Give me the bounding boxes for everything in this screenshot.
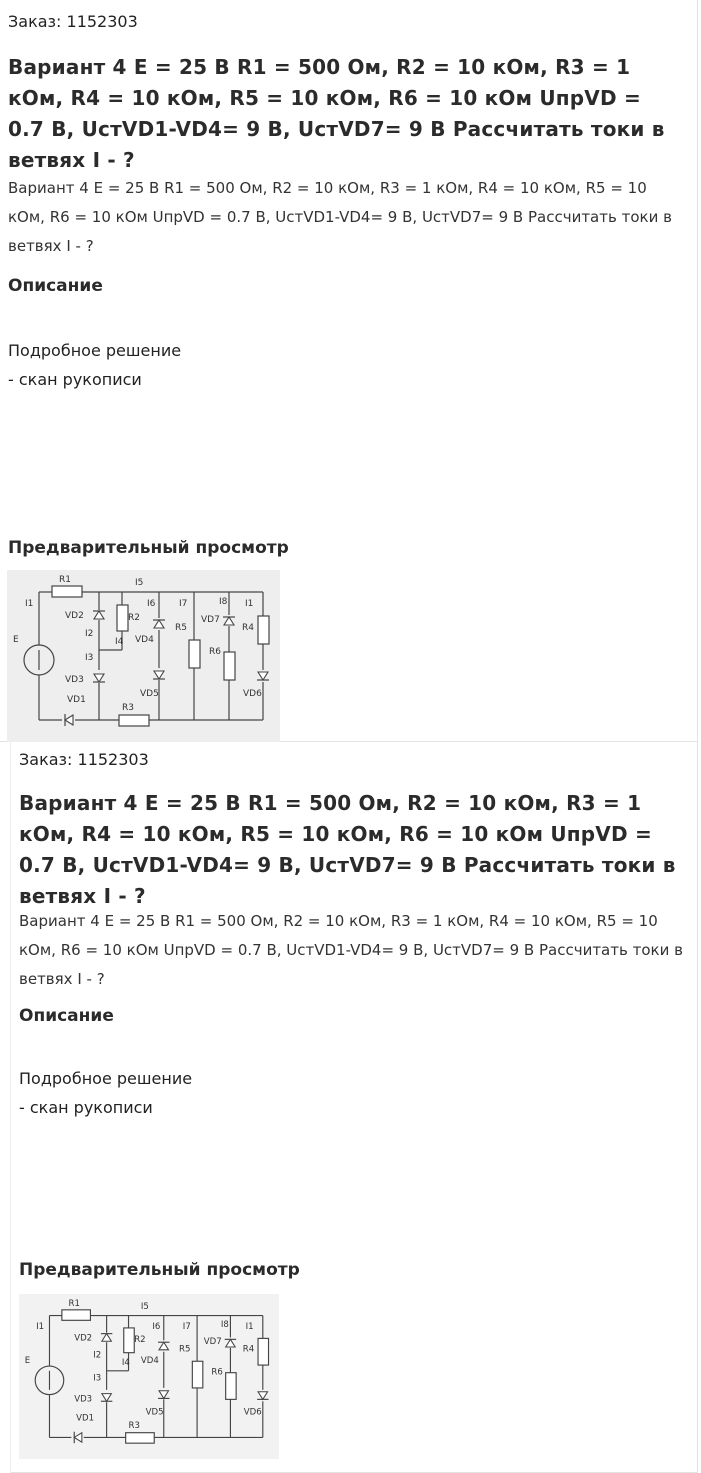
circuit-label: VD6 <box>243 689 262 699</box>
resistor <box>119 715 149 726</box>
circuit-label: VD1 <box>67 695 86 705</box>
order-summary: Вариант 4 E = 25 В R1 = 500 Ом, R2 = 10 кОм, R3 = 1 кОм, R4 = 10 кОм, R5 = 10 кОм, R6 = 10 кОм UпрVD = 0.7 В, UстVD1-VD4= 9 В, UстVD7= 9 В Рассчитать токи в ветвях I - ? <box>8 179 672 255</box>
circuit-label: I5 <box>140 1301 149 1312</box>
circuit-label: I2 <box>93 1350 102 1361</box>
circuit-label: VD7 <box>203 1337 222 1348</box>
circuit-label: VD4 <box>135 635 154 645</box>
circuit-label: R3 <box>128 1420 140 1431</box>
diode <box>159 1391 169 1399</box>
resistor <box>62 1310 91 1320</box>
circuit-label: VD5 <box>145 1407 164 1418</box>
order-number: Заказ: 1152303 <box>8 12 138 31</box>
circuit-label: R4 <box>242 623 254 633</box>
circuit-label: R3 <box>122 703 134 713</box>
diode <box>94 611 104 619</box>
resistor <box>189 640 200 668</box>
description-body <box>19 1064 192 1122</box>
diode <box>102 1334 112 1342</box>
circuit-label: R2 <box>134 1335 146 1346</box>
preview-image[interactable] <box>7 570 280 742</box>
circuit-label: R2 <box>128 613 140 623</box>
circuit-label: I1 <box>245 1321 254 1332</box>
circuit-label: VD2 <box>65 611 84 621</box>
circuit-diagram <box>7 570 280 742</box>
circuit-label: I8 <box>220 1319 229 1330</box>
order-summary: Вариант 4 E = 25 В R1 = 500 Ом, R2 = 10 кОм, R3 = 1 кОм, R4 = 10 кОм, R5 = 10 кОм, R6 = 10 кОм UпрVD = 0.7 В, UстVD1-VD4= 9 В, UстVD7= 9 В Рассчитать токи в ветвях I - ? <box>19 912 683 988</box>
circuit-label: VD2 <box>74 1333 93 1344</box>
resistor <box>224 652 235 680</box>
diode <box>154 671 164 679</box>
preview-heading: Предварительный просмотр <box>19 1260 300 1280</box>
description-heading: Описание <box>19 1006 114 1026</box>
description-body <box>8 336 181 394</box>
circuit-label: VD7 <box>201 615 220 625</box>
resistor <box>117 605 128 631</box>
circuit-label: VD1 <box>76 1413 95 1424</box>
circuit-label: I1 <box>36 1321 45 1332</box>
circuit-label: VD3 <box>65 675 84 685</box>
circuit-label: R6 <box>209 647 221 657</box>
resistor <box>258 616 269 644</box>
circuit-label: R5 <box>175 623 187 633</box>
circuit-label: I6 <box>147 599 156 609</box>
order-number: Заказ: 1152303 <box>19 750 149 769</box>
circuit-label: VD6 <box>243 1407 262 1418</box>
circuit-label: I7 <box>182 1321 191 1332</box>
circuit-label: I8 <box>219 597 228 607</box>
description-line: - скан рукописи <box>19 1098 153 1117</box>
circuit-label: I3 <box>85 653 94 663</box>
circuit-diagram <box>19 1294 279 1459</box>
diode <box>258 672 268 680</box>
circuit-label: R6 <box>211 1367 223 1378</box>
circuit-label: E <box>13 635 19 645</box>
diode <box>102 1394 112 1402</box>
preview-image[interactable] <box>19 1294 279 1459</box>
circuit-label: I3 <box>93 1373 102 1384</box>
circuit-label: I1 <box>25 599 34 609</box>
description-line: Подробное решение <box>8 341 182 360</box>
circuit-label: VD5 <box>140 689 159 699</box>
resistor <box>124 1328 134 1353</box>
circuit-label: R1 <box>68 1299 80 1310</box>
circuit-label: I5 <box>135 578 144 588</box>
resistor <box>258 1338 268 1365</box>
circuit-label: VD4 <box>140 1356 159 1367</box>
circuit-label: I1 <box>245 599 254 609</box>
order-title: Вариант 4 E = 25 В R1 = 500 Ом, R2 = 10 кОм, R3 = 1 кОм, R4 = 10 кОм, R5 = 10 кОм, R6 = 10 кОм UпрVD = 0.7 В, UстVD1-VD4= 9 В, UстVD7= 9 В Рассчитать токи в ветвях I - ? <box>8 55 665 172</box>
diode <box>94 674 104 682</box>
circuit-label: E <box>24 1356 31 1367</box>
circuit-label: R5 <box>179 1344 191 1355</box>
description-line: Подробное решение <box>19 1069 193 1088</box>
diode <box>159 1342 169 1350</box>
circuit-label: R4 <box>242 1344 255 1355</box>
resistor <box>126 1433 155 1443</box>
circuit-label: I4 <box>115 637 124 647</box>
diode <box>258 1392 268 1400</box>
resistor <box>192 1361 202 1388</box>
circuit-label: R1 <box>59 575 71 585</box>
resistor <box>226 1373 236 1400</box>
circuit-label: VD3 <box>74 1394 93 1405</box>
diode <box>154 620 164 628</box>
circuit-label: I2 <box>85 629 94 639</box>
description-heading: Описание <box>8 276 103 296</box>
diode <box>74 1433 82 1443</box>
diode <box>226 1339 236 1347</box>
circuit-label: I7 <box>179 599 188 609</box>
preview-heading: Предварительный просмотр <box>8 538 289 558</box>
order-card <box>10 742 698 1473</box>
circuit-label: I6 <box>152 1321 161 1332</box>
description-line: - скан рукописи <box>8 370 142 389</box>
diode <box>224 617 234 625</box>
resistor <box>52 586 82 597</box>
order-title: Вариант 4 E = 25 В R1 = 500 Ом, R2 = 10 кОм, R3 = 1 кОм, R4 = 10 кОм, R5 = 10 кОм, R6 = 10 кОм UпрVD = 0.7 В, UстVD1-VD4= 9 В, UстVD7= 9 В Рассчитать токи в ветвях I - ? <box>19 791 676 908</box>
diode <box>65 715 73 725</box>
circuit-label: I4 <box>121 1358 130 1369</box>
